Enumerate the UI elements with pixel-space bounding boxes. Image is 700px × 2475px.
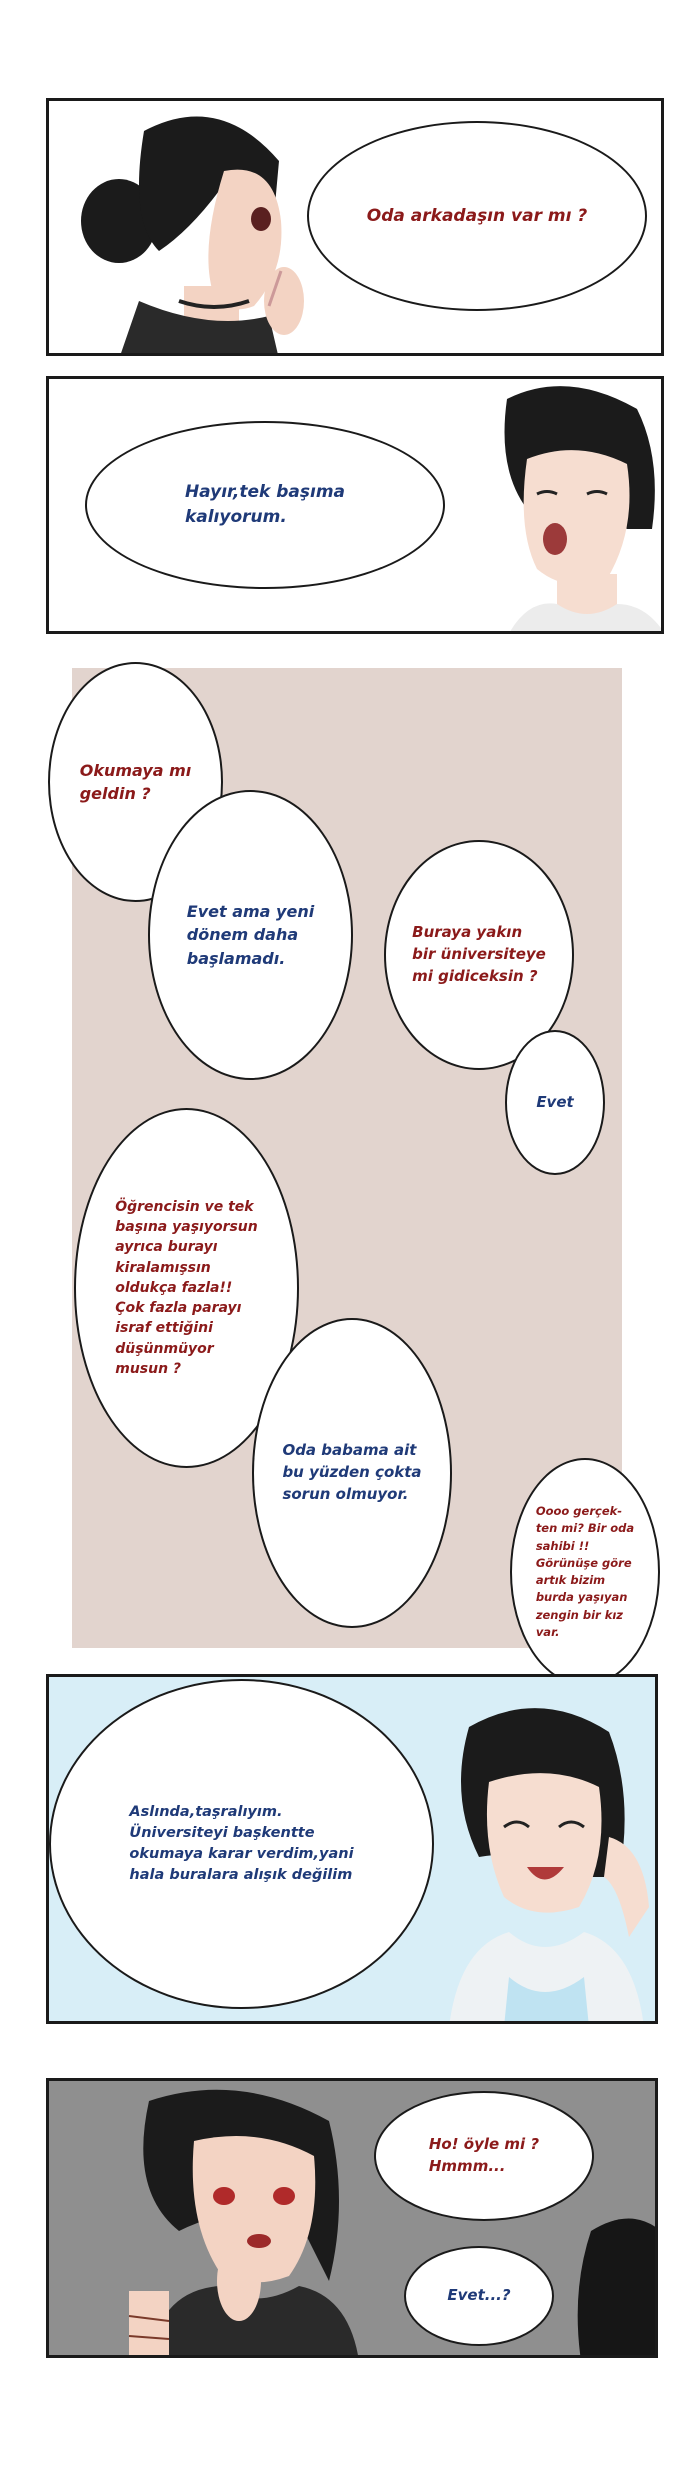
panel-4 xyxy=(46,1674,658,2024)
speech-bubble xyxy=(85,421,445,589)
character-short-hair-girl-smiling xyxy=(419,1677,658,2024)
dialogue-text: Oda babama ait bu yüzden çokta sorun olmuyor. xyxy=(282,1441,422,1503)
speech-bubble xyxy=(374,2091,594,2221)
speech-bubble xyxy=(252,1318,452,1628)
dialogue-text: Okumaya mı geldin ? xyxy=(79,760,192,803)
speech-bubble xyxy=(505,1030,605,1175)
dialogue-text: Ho! öyle mi ? Hmmm... xyxy=(428,2135,540,2175)
panel-1 xyxy=(46,98,664,356)
speech-bubble xyxy=(404,2246,554,2346)
speech-bubble xyxy=(49,1679,434,2009)
character-dark-hair-girl-thinking xyxy=(89,2081,419,2358)
dialogue-text: Öğrencisin ve tek başına yaşıyorsun ayrıca burayı kiralamışsın oldukça fazla!! Çok fazla parayı israf ettiğini düşünmüyor musun ? xyxy=(115,1198,258,1378)
dialogue-text: Evet...? xyxy=(447,2286,511,2305)
speech-bubble xyxy=(307,121,647,311)
speech-bubble xyxy=(510,1458,660,1686)
panel-2 xyxy=(46,376,664,634)
character-short-hair-silhouette xyxy=(571,2211,658,2358)
dialogue-text: Oooo gerçek- ten mi? Bir oda sahibi !! Görünüşe göre artık bizim burda yaşıyan zengin bir kız var. xyxy=(535,1504,635,1639)
character-dark-hair-girl xyxy=(49,101,349,356)
dialogue-text: Buraya yakın bir üniversiteye mi gidiceksin ? xyxy=(412,923,546,985)
character-short-hair-girl xyxy=(467,379,664,634)
dialogue-text: Evet ama yeni dönem daha başlamadı. xyxy=(186,902,315,968)
dialogue-text: Oda arkadaşın var mı ? xyxy=(366,205,588,226)
dialogue-text: Hayır,tek başıma kalıyorum. xyxy=(184,482,346,527)
dialogue-text: Aslında,taşralıyım. Üniversiteyi başkentte okumaya karar verdim,yani hala buralara alışık değilim xyxy=(129,1803,354,1884)
dialogue-text: Evet xyxy=(536,1092,574,1111)
speech-bubble xyxy=(148,790,353,1080)
panel-5 xyxy=(46,2078,658,2358)
